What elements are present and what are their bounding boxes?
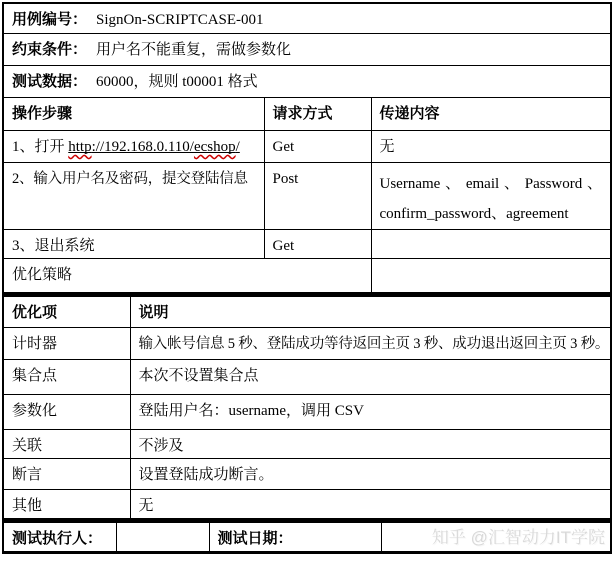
case-info-and-steps-table <box>2 2 612 294</box>
step-1-method: Get <box>264 131 371 163</box>
test-data-row <box>3 66 611 98</box>
step-3-method: Get <box>264 230 371 259</box>
step-2-cell: 2、输入用户名及密码，提交登陆信息 <box>3 163 264 230</box>
parameterization-item-cell: 参数化 <box>3 394 130 429</box>
col-header-payload: 传递内容 <box>371 98 611 131</box>
timer-item-cell: 计时器 <box>3 327 130 359</box>
url-part-ecshop: ecshop <box>193 139 236 155</box>
executor-value-cell <box>116 521 209 552</box>
optimize-strategy-row: 优化策略 <box>3 258 371 293</box>
rendezvous-desc-cell: 本次不设置集合点 <box>130 359 611 394</box>
assertion-desc-cell: 设置登陆成功断言。 <box>130 458 611 489</box>
test-data-label: 测试数据： <box>12 74 88 90</box>
constraint-label: 约束条件： <box>12 42 88 58</box>
col-header-method: 请求方式 <box>264 98 371 131</box>
other-item-cell: 其他 <box>3 489 130 518</box>
optimization-table <box>2 294 612 520</box>
parameterization-desc-cell: 登陆用户名：username，调用 CSV <box>130 394 611 429</box>
date-label-cell: 测试日期： <box>209 521 381 552</box>
step-1-payload: 无 <box>371 131 611 163</box>
col-header-optimize-item: 优化项 <box>3 295 130 327</box>
executor-label-cell: 测试执行人： <box>3 521 116 552</box>
executor-date-table <box>2 520 612 554</box>
col-header-steps: 操作步骤 <box>3 98 264 131</box>
url-part-http: http <box>68 139 92 155</box>
col-header-description: 说明 <box>130 295 611 327</box>
case-id-row <box>3 3 611 34</box>
ecshop-url-link[interactable] <box>68 139 240 155</box>
other-desc-cell: 无 <box>130 489 611 518</box>
case-id-value: SignOn-SCRIPTCASE-001 <box>96 12 264 28</box>
timer-desc-cell: 输入帐号信息 5 秒、登陆成功等待返回主页 3 秒、成功退出返回主页 3 秒。 <box>130 327 611 359</box>
date-value-cell <box>381 521 611 552</box>
rendezvous-item-cell: 集合点 <box>3 359 130 394</box>
url-part-host: ://192.168.0.110/ <box>91 139 194 155</box>
step-2-payload: Username 、 email 、 Password 、 confirm_password、agreement <box>371 163 611 230</box>
zhihu-watermark: 知乎 @汇智动力IT学院 <box>431 527 605 547</box>
test-data-value: 60000，规则 t00001 格式 <box>96 74 258 90</box>
optimize-strategy-empty-cell <box>371 258 611 293</box>
case-id-label: 用例编号： <box>12 12 88 28</box>
step-3-payload <box>371 230 611 259</box>
correlation-desc-cell: 不涉及 <box>130 429 611 458</box>
step-2-method: Post <box>264 163 371 230</box>
step-1-cell <box>3 131 264 163</box>
step-3-cell: 3、退出系统 <box>3 230 264 259</box>
constraint-value: 用户名不能重复，需做参数化 <box>96 42 292 58</box>
correlation-item-cell: 关联 <box>3 429 130 458</box>
step-1-prefix: 1、打开 <box>12 139 69 155</box>
url-part-slash: / <box>235 139 240 155</box>
assertion-item-cell: 断言 <box>3 458 130 489</box>
constraint-row <box>3 34 611 66</box>
